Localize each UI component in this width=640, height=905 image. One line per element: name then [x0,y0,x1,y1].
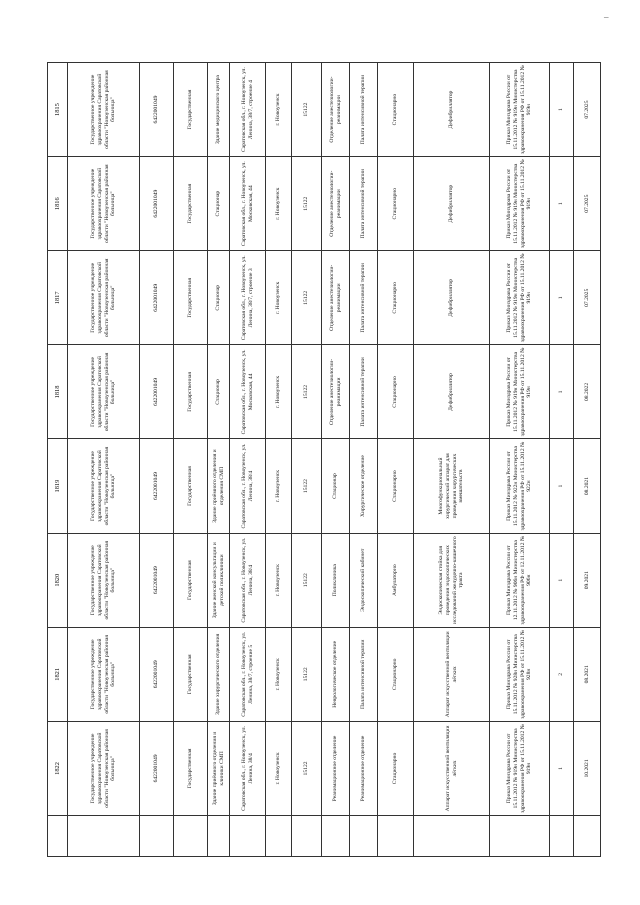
city-cell: г. Новоузенск [266,439,292,533]
department-cell: Отделение анестезиологии-реанимации [322,345,350,439]
inn-cell: 6422001049 [140,251,174,345]
ownership-cell: Государственная [174,251,208,345]
department-cell: Реанимационное отделение [322,721,350,815]
city-cell: г. Новоузенск [266,251,292,345]
subdivision-cell: Здание хирургического отделения [208,627,230,721]
rotated-table-container [47,62,600,857]
row-label-cell [292,816,322,857]
organization-cell: Государственное учреждение здравоохранения Саратовской области "Новоузенская районная больница" [68,439,140,533]
mode-cell: Стационарно [378,251,414,345]
year-cell: 08.2021 [574,627,601,721]
year-cell: 07.2025 [574,157,601,251]
mode-cell: Стационарно [378,157,414,251]
ownership-cell: Государственная [174,157,208,251]
table-row-order [490,63,550,857]
department-cell: Отделение анестезиологии-реанимации [322,63,350,157]
order-cell: Приказ Минздрава России от 15.11.2012 № 919н Министерства здравоохранения РФ от 15.11.2012 № 919н [490,721,550,815]
subdivision-cell: Здание приёмного отделения и отделения СМП [208,439,230,533]
city-cell: г. Новоузенск [266,627,292,721]
order-cell: Приказ Минздрава России от 15.11.2012 № 928н Министерства здравоохранения РФ от 15.11.2012 № 928н [490,627,550,721]
row-label-cell [266,816,292,857]
ownership-cell: Государственная [174,345,208,439]
mode-cell: Стационарно [378,721,414,815]
table-row-inn [140,63,174,857]
code-cell: 15122 [292,63,322,157]
column-id: 1820 [48,533,68,627]
subdivision-cell: Стационар [208,157,230,251]
row-label-cell [230,816,266,857]
quantity-cell: 1 [550,251,574,345]
address-cell: Саратовская обл., г. Новоузенск, ул. Ленина, 38/4 [230,439,266,533]
equipment-cell: Дефибриллятор [414,251,490,345]
subdivision-cell: Здание медицинского центра [208,63,230,157]
organization-cell: Государственное учреждение здравоохранения Саратовской области "Новоузенская районная больница" [68,627,140,721]
table-row-organization [68,63,140,857]
code-cell: 15122 [292,439,322,533]
table-row-ownership [174,63,208,857]
row-label-cell [174,816,208,857]
room-cell: Эндоскопический кабинет [350,533,378,627]
code-cell: 15122 [292,345,322,439]
year-cell: 07.2025 [574,251,601,345]
order-cell: Приказ Минздрава России от 15.11.2012 № 919н Министерства здравоохранения РФ от 15.11.2012 № 919н [490,157,550,251]
table-row-department [322,63,350,857]
order-cell: Приказ Минздрава России от 15.11.2012 № 919н Министерства здравоохранения РФ от 15.11.2012 № 919н [490,251,550,345]
quantity-cell: 1 [550,63,574,157]
city-cell: г. Новоузенск [266,157,292,251]
mode-cell: Стационарно [378,439,414,533]
department-cell: Отделение анестезиологии-реанимации [322,157,350,251]
address-cell: Саратовская обл., г. Новоузенск, ул. Московская, 44 [230,345,266,439]
quantity-cell: 1 [550,721,574,815]
order-cell: Приказ Минздрава России от 15.11.2012 № 922н Министерства здравоохранения РФ от 15.11.2012 № 922н [490,439,550,533]
room-cell: Реанимационное отделение [350,721,378,815]
ownership-cell: Государственная [174,533,208,627]
row-label-cell [68,816,140,857]
subdivision-cell: Здание приёмного отделения и клиники СМП [208,721,230,815]
ownership-cell: Государственная [174,63,208,157]
subdivision-cell: Стационар [208,251,230,345]
table-row-mode [378,63,414,857]
inn-cell: 6422001049 [140,345,174,439]
year-cell: 08.2022 [574,345,601,439]
row-label-cell [48,816,68,857]
room-cell: Палата интенсивной терапии [350,627,378,721]
equipment-cell: Дефибриллятор [414,157,490,251]
city-cell: г. Новоузенск [266,63,292,157]
address-cell: Саратовская обл., г. Новоузенск, ул. Ленина, 38/7, строение 5 [230,627,266,721]
address-cell: Саратовская обл., г. Новоузенск, ул. Ленина, 38/4 [230,721,266,815]
inn-cell: 6422001049 [140,157,174,251]
mode-cell: Стационарно [378,627,414,721]
code-cell: 15122 [292,533,322,627]
subdivision-cell: Здание женской консультации и детской поликлиники [208,533,230,627]
code-cell: 15122 [292,627,322,721]
room-cell: Палата интенсивной терапии [350,157,378,251]
inn-cell: 6422001049 [140,533,174,627]
table-row-quantity [550,63,574,857]
organization-cell: Государственное учреждение здравоохранения Саратовской области "Новоузенская районная больница" [68,533,140,627]
row-label-cell [208,816,230,857]
ownership-cell: Государственная [174,627,208,721]
address-cell: Саратовская обл., г. Новоузенск, ул. Ленина, 38/7, строение 3 [230,251,266,345]
organization-cell: Государственное учреждение здравоохранения Саратовской области "Новоузенская районная больница" [68,63,140,157]
row-label-cell [350,816,378,857]
order-cell: Приказ Минздрава России от 15.11.2012 № 919н Министерства здравоохранения РФ от 15.11.2012 № 919н [490,345,550,439]
table-row-room [350,63,378,857]
year-cell: 07.2025 [574,63,601,157]
row-label-cell [490,816,550,857]
organization-cell: Государственное учреждение здравоохранения Саратовской области "Новоузенская районная больница" [68,251,140,345]
table-row-subdivision [208,63,230,857]
table-row-year [574,63,601,857]
corner-mark: – [604,12,609,22]
equipment-table [47,62,601,857]
year-cell: 09.2021 [574,533,601,627]
table-row-equipment [414,63,490,857]
department-cell: Отделение анестезиологии-реанимации [322,251,350,345]
code-cell: 15122 [292,721,322,815]
equipment-cell: Аппарат искусственной вентиляции лёгких [414,627,490,721]
column-id: 1818 [48,345,68,439]
row-label-cell [322,816,350,857]
address-cell: Саратовская обл., г. Новоузенск, ул. Ленина, 38/7, строение 4 [230,63,266,157]
room-cell: Палата интенсивной терапии [350,63,378,157]
quantity-cell: 1 [550,345,574,439]
room-cell: Хирургическое отделение [350,439,378,533]
table-row-city [266,63,292,857]
department-cell: Поликлиника [322,533,350,627]
subdivision-cell: Стационар [208,345,230,439]
city-cell: г. Новоузенск [266,721,292,815]
row-label-cell [140,816,174,857]
row-label-cell [378,816,414,857]
year-cell: 08.2021 [574,439,601,533]
room-cell: Палата интенсивной терапии [350,251,378,345]
city-cell: г. Новоузенск [266,345,292,439]
table-row-code [292,63,322,857]
mode-cell: Стационарно [378,63,414,157]
quantity-cell: 2 [550,627,574,721]
code-cell: 15122 [292,157,322,251]
code-cell: 15122 [292,251,322,345]
equipment-cell: Многофункциональный хирургический аппарат для проведения хирургических вмешательств [414,439,490,533]
ownership-cell: Государственная [174,439,208,533]
equipment-cell: Дефибриллятор [414,63,490,157]
equipment-cell: Дефибриллятор [414,345,490,439]
column-id: 1819 [48,439,68,533]
row-label-cell [550,816,574,857]
address-cell: Саратовская обл., г. Новоузенск, ул. Московская, 44 [230,157,266,251]
department-cell: Стационар [322,439,350,533]
inn-cell: 6422001049 [140,721,174,815]
inn-cell: 6422001049 [140,439,174,533]
inn-cell: 6422001049 [140,627,174,721]
inn-cell: 6422001049 [140,63,174,157]
quantity-cell: 1 [550,157,574,251]
mode-cell: Амбулаторно [378,533,414,627]
order-cell: Приказ Минздрава России от 12.11.2012 № 906н Министерства здравоохранения РФ от 12.11.2012 № 906н [490,533,550,627]
row-label-cell [414,816,490,857]
column-id: 1822 [48,721,68,815]
mode-cell: Стационарно [378,345,414,439]
organization-cell: Государственное учреждение здравоохранения Саратовской области "Новоузенская районная больница" [68,157,140,251]
room-cell: Палата интенсивной терапии [350,345,378,439]
organization-cell: Государственное учреждение здравоохранения Саратовской области "Новоузенская районная больница" [68,345,140,439]
address-cell: Саратовская обл., г. Новоузенск, ул. Ленина, 38/4 [230,533,266,627]
column-id: 1817 [48,251,68,345]
table-row-address [230,63,266,857]
ownership-cell: Государственная [174,721,208,815]
organization-cell: Государственное учреждение здравоохранения Саратовской области "Новоузенская районная больница" [68,721,140,815]
equipment-cell: Аппарат искусственной вентиляции лёгких [414,721,490,815]
column-id: 1816 [48,157,68,251]
quantity-cell: 1 [550,439,574,533]
row-label-cell [574,816,601,857]
city-cell: г. Новоузенск [266,533,292,627]
header-row [48,63,68,857]
order-cell: Приказ Минздрава России от 15.11.2012 № 919н Министерства здравоохранения РФ от 15.11.2012 № 919н [490,63,550,157]
department-cell: Неврологическое отделение [322,627,350,721]
equipment-cell: Эндоскопическая стойка для проведения эндоскопических исследований желудочно-кишечного тракта [414,533,490,627]
column-id: 1821 [48,627,68,721]
column-id: 1815 [48,63,68,157]
year-cell: 10.2021 [574,721,601,815]
quantity-cell: 1 [550,533,574,627]
